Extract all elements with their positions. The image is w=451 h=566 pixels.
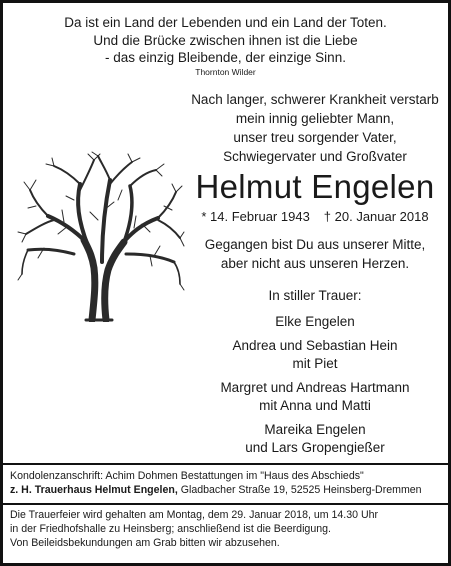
mourner-line: Margret und Andreas Hartmann xyxy=(220,379,410,395)
quote-line: Da ist ein Land der Lebenden und ein Land der Toten. xyxy=(64,15,387,30)
mourner-group xyxy=(190,337,440,374)
saying-line: Gegangen bist Du aus unserer Mitte, xyxy=(204,237,426,252)
tree-icon xyxy=(14,150,186,322)
mourner-group xyxy=(190,313,440,332)
condolence-recipient: z. H. Trauerhaus Helmut Engelen, xyxy=(10,484,178,496)
condolence-line-2 xyxy=(10,483,445,497)
mourner-line: mit Anna und Matti xyxy=(259,398,371,413)
mourners-list xyxy=(190,313,440,463)
divider-bottom xyxy=(3,503,448,505)
mourner-line: Mareika Engelen xyxy=(264,421,366,437)
saying-line: aber nicht aus unseren Herzen. xyxy=(220,256,410,271)
quote-line: - das einzig Bleibende, der einzige Sinn. xyxy=(105,50,346,65)
intro-text xyxy=(190,90,440,166)
tree-illustration-svg xyxy=(14,150,186,322)
quote-line: Und die Brücke zwischen ihnen ist die Liebe xyxy=(93,32,358,48)
intro-line: Nach langer, schwerer Krankheit verstarb xyxy=(191,92,439,107)
intro-line: Schwiegervater und Großvater xyxy=(223,149,407,164)
birth-date: * 14. Februar 1943 xyxy=(201,209,310,224)
mourner-line: Andrea und Sebastian Hein xyxy=(232,337,398,353)
death-date: † 20. Januar 2018 xyxy=(323,209,429,224)
quote-author xyxy=(0,67,451,77)
saying-text xyxy=(190,235,440,273)
mourner-line: mit Piet xyxy=(292,356,338,371)
mourner-group xyxy=(190,421,440,458)
mourner-line: Elke Engelen xyxy=(275,314,355,329)
service-line: Die Trauerfeier wird gehalten am Montag, dem 29. Januar 2018, um 14.30 Uhr xyxy=(10,509,379,521)
service-info xyxy=(10,508,445,550)
divider-top xyxy=(3,463,448,465)
intro-line: unser treu sorgender Vater, xyxy=(233,130,397,145)
life-dates xyxy=(190,209,440,224)
intro-line: mein innig geliebter Mann, xyxy=(235,111,395,126)
service-line: Von Beileidsbekundungen am Grab bitten wir abzusehen. xyxy=(10,537,280,549)
condolence-address xyxy=(10,469,445,497)
quote-block xyxy=(0,14,451,67)
condolence-line: Kondolenzanschrift: Achim Dohmen Bestattungen im "Haus des Abschieds" xyxy=(10,470,364,482)
mourner-line: und Lars Gropengießer xyxy=(245,440,385,455)
mourners-heading: In stiller Trauer: xyxy=(268,288,362,303)
deceased-name: Helmut Engelen xyxy=(195,168,435,205)
quote-author-text: Thornton Wilder xyxy=(195,67,256,77)
mourner-group xyxy=(190,379,440,416)
service-line: in der Friedhofshalle zu Heinsberg; anschließend ist die Beerdigung. xyxy=(10,523,331,535)
condolence-street: Gladbacher Straße 19, 52525 Heinsberg-Dremmen xyxy=(177,484,422,496)
